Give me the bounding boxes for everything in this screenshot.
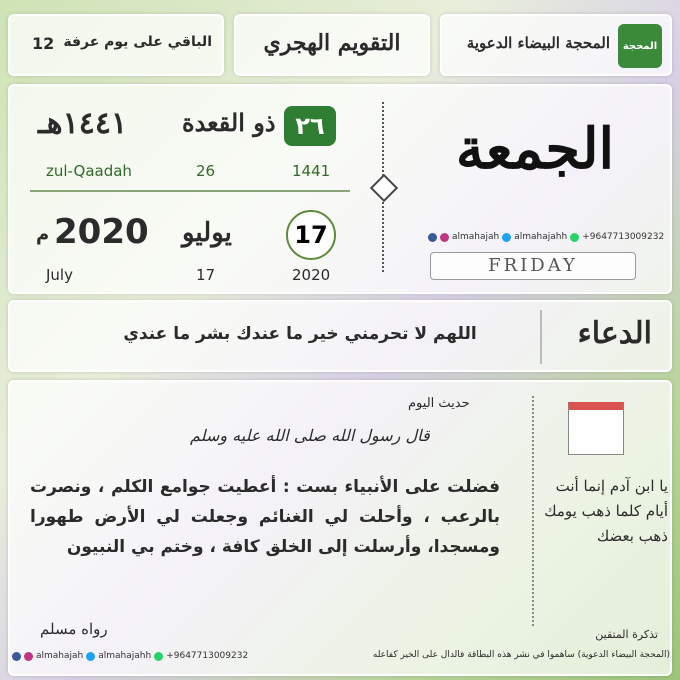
date-panel — [8, 84, 672, 294]
facebook-icon — [12, 652, 21, 661]
social-handle-2-bottom: almahajahh — [98, 651, 152, 661]
facebook-icon — [428, 233, 437, 242]
hijri-month-ar: ذو القعدة — [182, 108, 276, 137]
social-bar-bottom — [12, 651, 248, 661]
social-phone: +9647713009232 — [582, 232, 665, 242]
instagram-icon — [24, 652, 33, 661]
arafah-label: الباقي على يوم عرفة — [63, 34, 212, 50]
hadith-text: فضلت على الأنبياء بست : أعطيت جوامع الكلم ، ونصرت بالرعب ، وأحلت لي الغنائم وجعلت لي الأرض طهورا ومسجدا، وأرسلت إلى الخلق كافة ، وختم بي النبيون — [30, 477, 500, 557]
hijri-year-en: 1441 — [292, 162, 331, 180]
hijri-day-badge — [284, 106, 336, 146]
calendar-title-panel — [234, 14, 430, 76]
whatsapp-icon — [570, 233, 579, 242]
calendar-title: التقويم الهجري — [263, 30, 401, 56]
dua-panel — [8, 300, 672, 372]
hijri-day-en: 26 — [196, 162, 216, 180]
gregorian-year-suffix: م — [36, 224, 50, 245]
hadith-label: حديث اليوم — [408, 396, 470, 411]
social-bar-top — [428, 232, 664, 242]
hijri-day-ar: ٢٦ — [295, 112, 325, 140]
gregorian-day-circle — [286, 210, 336, 260]
social-handle-2: almahajahh — [514, 232, 568, 242]
reminder-label: تذكرة المتقين — [595, 628, 658, 641]
date-divider — [30, 190, 350, 192]
twitter-icon — [86, 652, 95, 661]
hadith-source: رواه مسلم — [40, 620, 108, 638]
social-handle-1-bottom: almahajah — [36, 651, 84, 661]
calendar-icon — [568, 402, 624, 455]
arafah-countdown-panel — [8, 14, 224, 76]
reminder-text: يا ابن آدم إنما أنت أيام كلما ذهب يومك ذهب بعضك — [544, 477, 668, 545]
gregorian-day-en: 17 — [196, 266, 216, 284]
hadith-divider — [532, 396, 536, 626]
gregorian-month-en: July — [46, 266, 73, 284]
hijri-month-en: zul-Qaadah — [46, 162, 132, 180]
gregorian-day: 17 — [294, 221, 328, 249]
arafah-count: 12 — [32, 34, 55, 53]
whatsapp-icon — [154, 652, 163, 661]
logo-mark-text: المحجة — [622, 40, 658, 52]
weekday-en-box — [430, 252, 636, 280]
social-handle-1: almahajah — [452, 232, 500, 242]
hadith-panel — [8, 380, 672, 676]
gregorian-year: 2020 — [54, 212, 149, 252]
dua-label: الدعاء — [577, 316, 652, 351]
twitter-icon — [502, 233, 511, 242]
dua-divider — [540, 310, 542, 364]
logo-mark — [618, 24, 662, 68]
hadith-intro: قال رسول الله صلى الله عليه وسلم — [190, 426, 430, 445]
gregorian-month-ar: يوليو — [182, 218, 232, 248]
ornament-diamond-icon — [370, 174, 398, 202]
social-phone-bottom: +9647713009232 — [166, 651, 249, 661]
weekday-ar: الجمعة — [455, 116, 615, 182]
weekday-en: FRIDAY — [488, 255, 578, 276]
gregorian-year-en: 2020 — [292, 266, 331, 284]
footer-text: (المحجة البيضاء الدعوية) ساهموا في نشر هذه البطاقة فالدال على الخير كفاعله — [372, 650, 670, 660]
hijri-year-ar: ١٤٤١هـ — [38, 106, 128, 141]
logo-panel — [440, 14, 672, 76]
instagram-icon — [440, 233, 449, 242]
dua-text: اللهم لا تحرمني خير ما عندك بشر ما عندي — [123, 324, 477, 344]
logo-text: المحجة البيضاء الدعوية — [466, 34, 610, 52]
